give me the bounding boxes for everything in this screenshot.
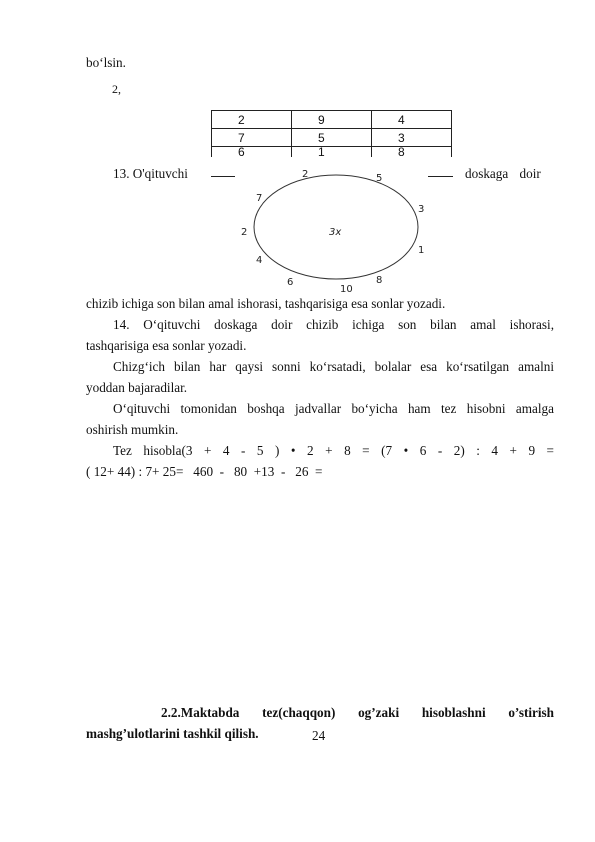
circle-number: 7	[256, 193, 263, 204]
number-table	[211, 110, 452, 157]
table-row	[212, 129, 452, 147]
top-line: bo‘lsin.	[86, 55, 126, 70]
text-line: ( 12+ 44) : 7+ 25= 460 - 80 +13 - 26 =	[86, 464, 323, 479]
small-label: 2,	[112, 82, 121, 96]
text-line: 14. O‘qituvchi doskaga doir chizib ichiga son bilan amal ishorasi,	[113, 317, 554, 332]
circle-number: 8	[376, 275, 383, 286]
item13-left: 13. O'qituvchi	[113, 166, 188, 181]
text-line: tashqarisiga esa sonlar yozadi.	[86, 338, 247, 353]
table-cell: 8	[372, 147, 452, 158]
circle-number: 3	[418, 204, 425, 215]
text-line: yoddan bajaradilar.	[86, 380, 188, 395]
table-cell: 7	[212, 129, 292, 147]
text-line: Tez hisobla(3 + 4 - 5 ) • 2 + 8 = (7 • 6 - 2) : 4 + 9 =	[113, 443, 554, 458]
page-number: 24	[312, 728, 326, 743]
table-row	[212, 147, 452, 158]
circle-number: 2	[302, 169, 309, 180]
table-cell: 5	[292, 129, 372, 147]
circle-center-label: 3x	[329, 227, 342, 238]
text-line: chizib ichiga son bilan amal ishorasi, tashqarisiga esa sonlar yozadi.	[86, 296, 446, 311]
body-text	[86, 293, 554, 482]
table-cell: 3	[372, 129, 452, 147]
circle-number: 4	[256, 255, 263, 266]
table-cell: 9	[292, 111, 372, 129]
heading-line: 2.2.Maktabda tez(chaqqon) og’zaki hisoblashni o’stirish	[161, 705, 554, 720]
circle-number: 1	[418, 245, 425, 256]
circle-diagram	[225, 165, 445, 295]
table-cell: 1	[292, 147, 372, 158]
circle-number: 2	[241, 227, 248, 238]
table-cell: 6	[212, 147, 292, 158]
table-row	[212, 111, 452, 129]
heading-line: mashg’ulotlarini tashkil qilish.	[86, 726, 259, 741]
item13-right: doskaga doir	[465, 166, 541, 181]
text-line: oshirish mumkin.	[86, 422, 179, 437]
circle-number: 5	[376, 173, 383, 184]
table-cell: 4	[372, 111, 452, 129]
table-cell: 2	[212, 111, 292, 129]
text-line: Chizg‘ich bilan har qaysi sonni ko‘rsatadi, bolalar esa ko‘rsatilgan amalni	[113, 359, 554, 374]
circle-number: 10	[340, 284, 353, 295]
text-line: O‘qituvchi tomonidan boshqa jadvallar bo‘yicha ham tez hisobni amalga	[113, 401, 554, 416]
circle-number: 6	[287, 277, 294, 288]
